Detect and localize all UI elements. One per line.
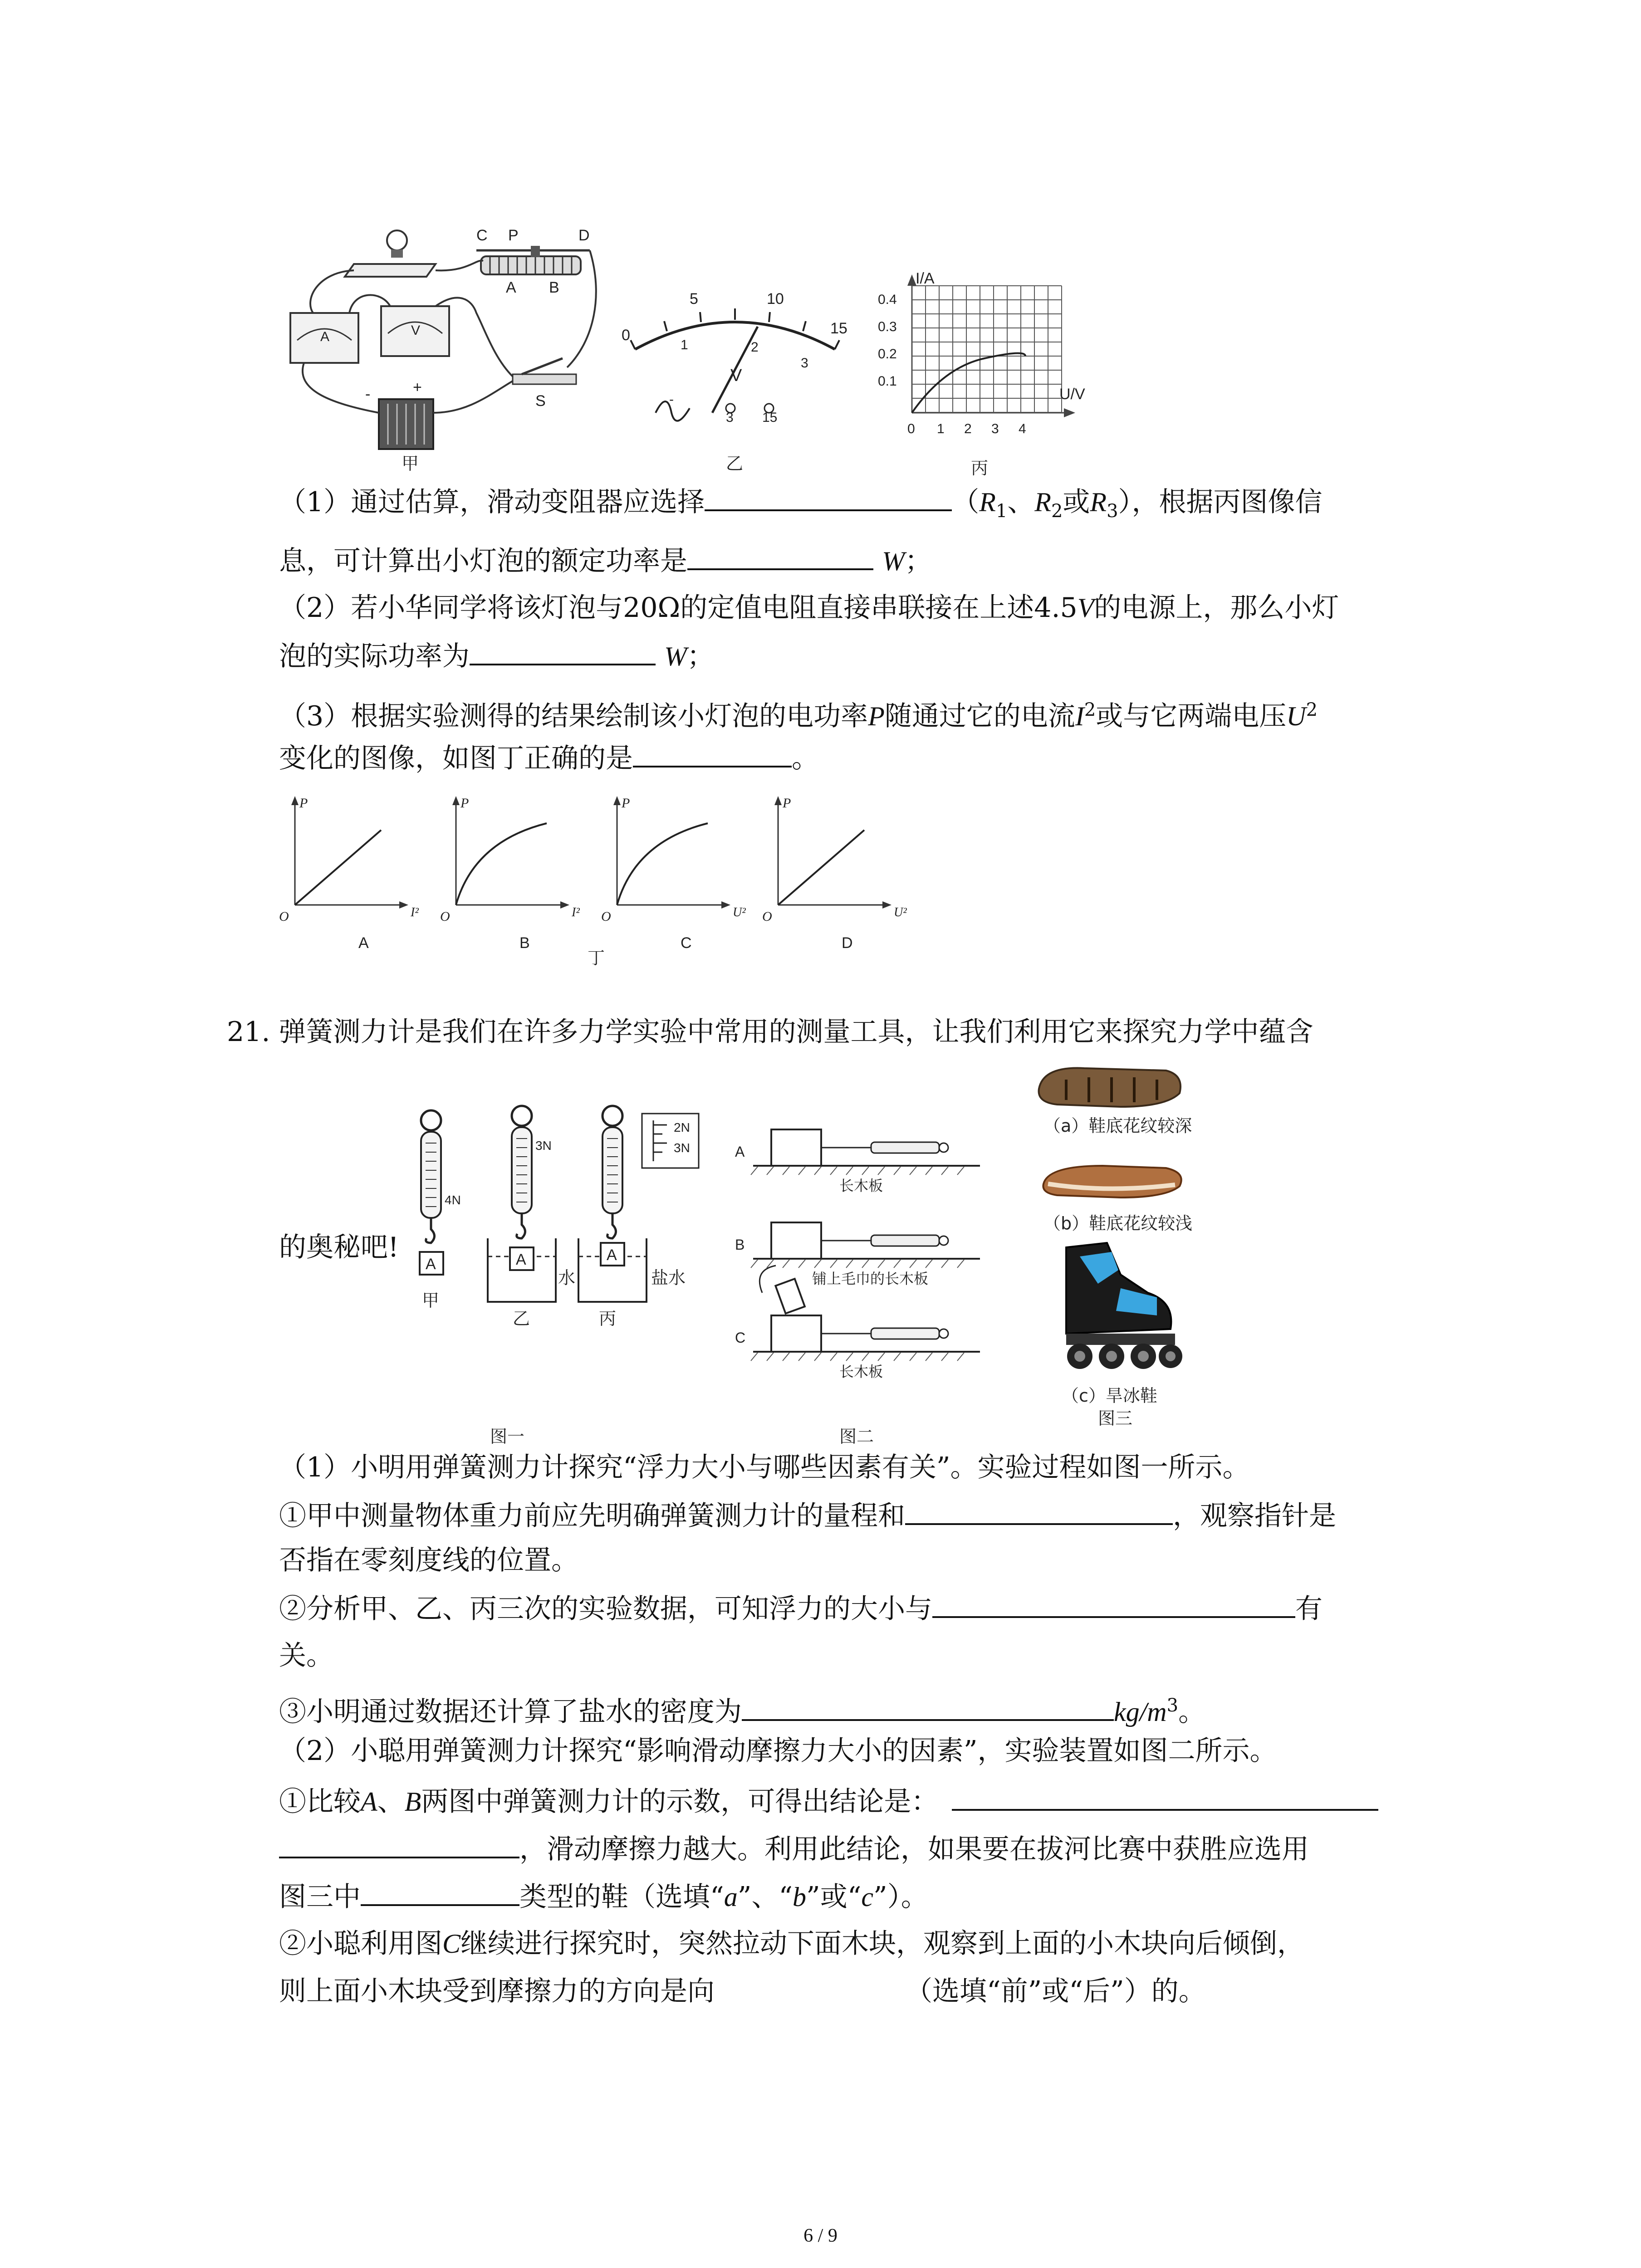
symbol: B — [404, 1787, 421, 1817]
hatch — [751, 1167, 758, 1175]
unit: V — [1077, 593, 1094, 623]
q21-part2-item1-line2 — [279, 1830, 1309, 1867]
q21-part2-intro — [279, 1733, 1277, 1769]
graph-xtick: 3 — [991, 421, 999, 436]
text: 否指在零刻度线的位置。 — [279, 1545, 578, 1576]
fig1-sub-label: 丙 — [599, 1309, 617, 1329]
spring-scale — [871, 1142, 939, 1153]
hatch — [751, 1260, 758, 1268]
unit: kg/m — [1114, 1697, 1167, 1727]
hatch — [941, 1260, 948, 1268]
y-arrow — [613, 796, 621, 805]
text: （1）小明用弹簧测力计探究“浮力大小与哪些因素有关”。实验过程如图一所示。 — [279, 1452, 1250, 1483]
hatch — [894, 1260, 901, 1268]
hatch — [957, 1260, 964, 1268]
spring-scale-yi — [488, 1106, 556, 1302]
ding-origin: O — [279, 909, 289, 924]
graph-xtick: 1 — [937, 421, 945, 436]
answer-blank[interactable] — [705, 483, 952, 511]
wood-block — [771, 1222, 821, 1259]
hatch — [926, 1353, 932, 1361]
ding-curve — [617, 823, 708, 905]
wood-block — [771, 1129, 821, 1166]
text: 图三中 — [279, 1881, 361, 1913]
hatch — [910, 1167, 916, 1175]
row-letter: C — [735, 1330, 746, 1346]
symbol: C — [442, 1929, 461, 1959]
q21-part2-item1-line1 — [279, 1783, 1378, 1820]
dial-tick-bottom: 1 — [681, 337, 688, 352]
figure-ding-graphs — [277, 792, 935, 968]
hatch — [910, 1260, 916, 1268]
hatch — [957, 1353, 964, 1361]
q21-part1-item2-line1 — [279, 1590, 1323, 1627]
hatch — [830, 1353, 837, 1361]
unit: W — [664, 641, 687, 671]
text: 、 — [1007, 486, 1035, 518]
hatch — [846, 1260, 853, 1268]
text: 的电源上，那么小灯 — [1094, 592, 1339, 624]
reading-label: 3N — [535, 1139, 552, 1153]
text: 弹簧测力计是我们在许多力学实验中常用的测量工具，让我们利用它来探究力学中蕴含 — [279, 1016, 1313, 1048]
friction-row-B — [735, 1222, 980, 1287]
ding-letter: B — [519, 934, 530, 952]
question-number: 21. — [227, 1016, 270, 1048]
text: 或 — [1063, 486, 1090, 518]
hatch — [894, 1353, 901, 1361]
dial-terminal: 3 — [726, 410, 734, 425]
hatch — [862, 1167, 869, 1175]
symbol: I — [1075, 701, 1084, 731]
option: b — [793, 1882, 807, 1912]
symbol: U — [1286, 701, 1306, 731]
ding-letter: C — [681, 934, 692, 952]
ding-letter: A — [358, 934, 369, 952]
dial-terminal: - — [669, 392, 674, 407]
symbol: R — [979, 487, 996, 517]
spring-scale — [871, 1235, 939, 1246]
q21-intro-cont — [279, 1229, 399, 1266]
ding-curve — [778, 830, 864, 905]
svg-text:P: P — [508, 227, 519, 244]
shoe-caption: （c）旱冰鞋 — [1062, 1386, 1157, 1406]
hatch — [846, 1167, 853, 1175]
liquid-label: 水 — [558, 1268, 576, 1288]
q20-part3-line2 — [279, 739, 819, 777]
fig1-sub-label: 乙 — [513, 1309, 530, 1329]
q21-part1-item1-line2 — [279, 1542, 578, 1579]
reading-label: 4N — [445, 1193, 461, 1207]
x-arrow — [882, 901, 892, 909]
dial-tick-top: 10 — [767, 290, 784, 308]
hatch — [767, 1353, 774, 1361]
ding-ylabel: P — [299, 796, 308, 811]
graph-xtick: 2 — [964, 421, 972, 436]
hatch — [814, 1167, 821, 1175]
ding-curve — [456, 823, 547, 905]
text: 或与它两端电压 — [1096, 700, 1287, 732]
q20-part3-line1 — [279, 692, 1318, 734]
dial-tick-top: 15 — [830, 320, 847, 337]
graph-ytick: 0.3 — [878, 319, 897, 334]
text: 。 — [792, 743, 819, 774]
answer-blank[interactable] — [687, 542, 873, 570]
ding-graph-A — [279, 796, 419, 952]
answer-blank[interactable] — [361, 1878, 519, 1906]
hatch — [830, 1167, 837, 1175]
spring-scale-jia — [420, 1110, 443, 1275]
small-block — [775, 1279, 805, 1313]
ding-xlabel: U² — [894, 905, 907, 919]
superscript: 2 — [1306, 699, 1318, 720]
y-arrow — [291, 796, 299, 805]
svg-text:-: - — [365, 386, 371, 403]
text: ，观察指针是 — [1173, 1500, 1336, 1532]
fig1-sub-label: 甲 — [422, 1290, 440, 1310]
board-label: 铺上毛巾的长木板 — [812, 1270, 929, 1287]
ding-graph-C — [601, 796, 746, 952]
dial-tick-bottom: 3 — [801, 356, 808, 371]
option: c — [861, 1882, 874, 1912]
hatch — [814, 1260, 821, 1268]
text: 关。 — [279, 1640, 333, 1672]
text: 随通过它的电流 — [884, 700, 1075, 732]
text: 两图中弹簧测力计的示数，可得出结论是： — [421, 1786, 939, 1818]
scale-ring — [939, 1236, 948, 1245]
figure-3-shoes — [1030, 1057, 1211, 1456]
hatch — [910, 1353, 916, 1361]
text: 继续进行探究时，突然拉动下面木块，观察到上面的小木块向后倾倒， — [460, 1928, 1305, 1960]
graph-ytick: 0.1 — [878, 374, 897, 389]
dial-terminal: 15 — [762, 410, 778, 425]
block-label: A — [607, 1246, 617, 1264]
shoe-c-roller-skate — [1066, 1243, 1182, 1369]
subscript: 1 — [995, 501, 1008, 522]
text: ），根据丙图像信 — [1118, 486, 1323, 518]
superscript: 2 — [1084, 699, 1096, 720]
figure-ding-caption: 丁 — [588, 948, 605, 968]
svg-text:S: S — [535, 392, 546, 410]
figure-bing-caption: 丙 — [971, 458, 989, 478]
dial-unit: V — [730, 366, 742, 385]
hatch — [926, 1167, 932, 1175]
figure-1-buoyancy — [399, 1107, 717, 1452]
text: 泡的实际功率为 — [279, 640, 470, 672]
ding-curve — [295, 830, 381, 905]
q21-part1-item3 — [279, 1687, 1205, 1730]
ding-origin: O — [762, 909, 772, 924]
symbol: R — [1090, 487, 1107, 517]
text: ，滑动摩擦力越大。利用此结论，如果要在拔河比赛中获胜应选用 — [519, 1833, 1309, 1865]
text: ①比较 — [279, 1786, 361, 1818]
ding-origin: O — [440, 909, 450, 924]
hatch — [798, 1260, 805, 1268]
graph-ytick: 0.4 — [878, 292, 897, 307]
hatch — [862, 1353, 869, 1361]
figure-yi-caption: 乙 — [726, 454, 744, 474]
svg-text:+: + — [413, 379, 422, 396]
shoe-caption: （a）鞋底花纹较深 — [1043, 1116, 1192, 1136]
q21-intro — [227, 1014, 1313, 1050]
dial-tick-bottom: 2 — [751, 340, 759, 355]
q21-part2-item2-line1 — [279, 1926, 1304, 1962]
symbol: R — [1034, 487, 1051, 517]
hatch — [798, 1167, 805, 1175]
ding-xlabel: I² — [572, 905, 580, 919]
svg-text:B: B — [549, 279, 559, 296]
text: ”或“ — [806, 1881, 862, 1913]
svg-text:A: A — [506, 279, 516, 296]
text: 息，可计算出小灯泡的额定功率是 — [279, 545, 687, 577]
figure-jia-circuit — [277, 222, 603, 476]
svg-text:A: A — [320, 329, 330, 344]
text: ； — [687, 640, 715, 672]
hatch — [751, 1353, 758, 1361]
figure-2-friction — [735, 1107, 989, 1452]
fig1-caption: 图一 — [490, 1427, 525, 1447]
hatch — [926, 1260, 932, 1268]
q21-part2-item1-line3 — [279, 1878, 928, 1915]
ding-graph-D — [762, 796, 907, 952]
q20-part2-line1 — [279, 590, 1339, 626]
y-arrow — [774, 796, 782, 805]
graph-xtick: 4 — [1019, 421, 1026, 436]
x-arrow — [560, 901, 569, 909]
graph-ylabel: I/A — [916, 270, 935, 287]
board-label: 长木板 — [839, 1177, 883, 1194]
ding-graph-B — [440, 796, 580, 952]
text: 则上面小木块受到摩擦力的方向是向 — [279, 1975, 715, 2007]
answer-blank[interactable] — [905, 1497, 1173, 1525]
text: （2）若小华同学将该灯泡与20Ω的定值电阻直接串联接在上述4.5 — [279, 592, 1078, 624]
y-arrow — [452, 796, 460, 805]
hatch — [814, 1353, 821, 1361]
hatch — [941, 1353, 948, 1361]
dial-tick-top: 5 — [690, 290, 698, 308]
hatch — [767, 1167, 774, 1175]
svg-text:D: D — [578, 227, 590, 244]
hatch — [846, 1353, 853, 1361]
hatch — [783, 1353, 789, 1361]
text: ①甲中测量物体重力前应先明确弹簧测力计的量程和 — [279, 1500, 905, 1532]
text: （1）通过估算，滑动变阻器应选择 — [279, 486, 705, 518]
answer-blank[interactable] — [932, 1590, 1295, 1618]
x-arrow — [721, 901, 730, 909]
ding-xlabel: U² — [733, 905, 746, 919]
figure-yi-voltmeter-dial — [617, 277, 853, 476]
hatch — [957, 1167, 964, 1175]
block-label: A — [516, 1251, 526, 1268]
dial-tick-top: 0 — [622, 327, 630, 344]
hatch — [894, 1167, 901, 1175]
ding-origin: O — [601, 909, 611, 924]
hatch — [798, 1353, 805, 1361]
q21-part1-item2-line2 — [279, 1637, 333, 1674]
text: 的奥秘吧! — [279, 1232, 399, 1263]
x-arrow — [399, 901, 408, 909]
scale-ring — [939, 1329, 948, 1338]
text: （ — [952, 486, 980, 518]
text: 、 — [377, 1786, 405, 1818]
graph-xtick: 0 — [907, 421, 915, 436]
ding-ylabel: P — [622, 796, 630, 811]
shoe-b-shallow-tread — [1043, 1166, 1181, 1198]
hatch — [941, 1167, 948, 1175]
text: （3）根据实验测得的结果绘制该小灯泡的电功率 — [279, 700, 868, 732]
q20-part2-line2 — [279, 637, 714, 675]
text: 类型的鞋（选填“ — [519, 1881, 724, 1913]
hatch — [830, 1260, 837, 1268]
hatch — [783, 1167, 789, 1175]
text: ”）。 — [873, 1881, 928, 1913]
ding-ylabel: P — [783, 796, 791, 811]
row-letter: A — [735, 1144, 745, 1160]
q21-part1-intro — [279, 1449, 1250, 1486]
ding-letter: D — [842, 934, 853, 952]
spring-scale — [871, 1328, 939, 1339]
text: 变化的图像，如图丁正确的是 — [279, 743, 633, 774]
hatch — [878, 1353, 885, 1361]
wood-block — [771, 1315, 821, 1352]
answer-blank[interactable] — [952, 1783, 1378, 1811]
answer-blank[interactable] — [470, 637, 656, 665]
symbol: A — [361, 1787, 377, 1817]
subscript: 2 — [1051, 501, 1063, 522]
q20-part1-line2 — [279, 542, 932, 579]
board-label: 长木板 — [839, 1363, 883, 1380]
hatch — [862, 1260, 869, 1268]
text: ②分析甲、乙、丙三次的实验数据，可知浮力的大小与 — [279, 1593, 932, 1625]
fig3-caption: 图三 — [1098, 1408, 1133, 1428]
svg-text:V: V — [411, 323, 421, 338]
figure-jia-caption: 甲 — [402, 454, 419, 474]
text: （2）小聪用弹簧测力计探究“影响滑动摩擦力大小的因素”，实验装置如图二所示。 — [279, 1735, 1277, 1767]
hatch — [878, 1167, 885, 1175]
text: ③小明通过数据还计算了盐水的密度为 — [279, 1696, 742, 1728]
text: ； — [905, 545, 932, 577]
ding-ylabel: P — [460, 796, 469, 811]
answer-blank[interactable] — [742, 1693, 1114, 1721]
shoe-caption: （b）鞋底花纹较浅 — [1043, 1213, 1193, 1233]
answer-blank[interactable] — [633, 739, 792, 767]
text: 有 — [1295, 1593, 1323, 1625]
q21-part1-item1-line1 — [279, 1497, 1336, 1534]
symbol: P — [868, 701, 885, 731]
superscript: 3 — [1166, 1695, 1179, 1716]
subscript: 3 — [1107, 501, 1118, 522]
answer-blank[interactable] — [279, 1830, 519, 1858]
text: （选填“前”或“后”）的。 — [905, 1975, 1206, 2007]
friction-row-A — [735, 1129, 980, 1194]
row-letter: B — [735, 1237, 745, 1253]
option: a — [724, 1882, 738, 1912]
text: ”、“ — [737, 1881, 793, 1913]
reading-label: 3N — [674, 1141, 690, 1155]
fig2-caption: 图二 — [839, 1427, 874, 1447]
reading-label: 2N — [674, 1120, 690, 1134]
graph-ytick: 0.2 — [878, 347, 897, 362]
graph-xlabel: U/V — [1059, 386, 1085, 403]
liquid-label: 盐水 — [651, 1268, 686, 1288]
hatch — [878, 1260, 885, 1268]
text: 。 — [1178, 1696, 1206, 1728]
hatch — [783, 1260, 789, 1268]
shoe-a-deep-tread — [1039, 1068, 1181, 1107]
page-number: 6 / 9 — [803, 2225, 838, 2246]
scale-ring — [939, 1143, 948, 1152]
text: ②小聪利用图 — [279, 1928, 442, 1960]
tilt-arrow — [759, 1266, 776, 1293]
svg-text:C: C — [476, 227, 488, 244]
q20-part1-line1 — [279, 483, 1323, 529]
ding-xlabel: I² — [411, 905, 419, 919]
unit: W — [882, 546, 905, 576]
q21-part2-item2-line2 — [279, 1973, 1206, 2009]
block-label: A — [426, 1256, 436, 1273]
figure-bing-iu-graph — [876, 268, 1112, 485]
